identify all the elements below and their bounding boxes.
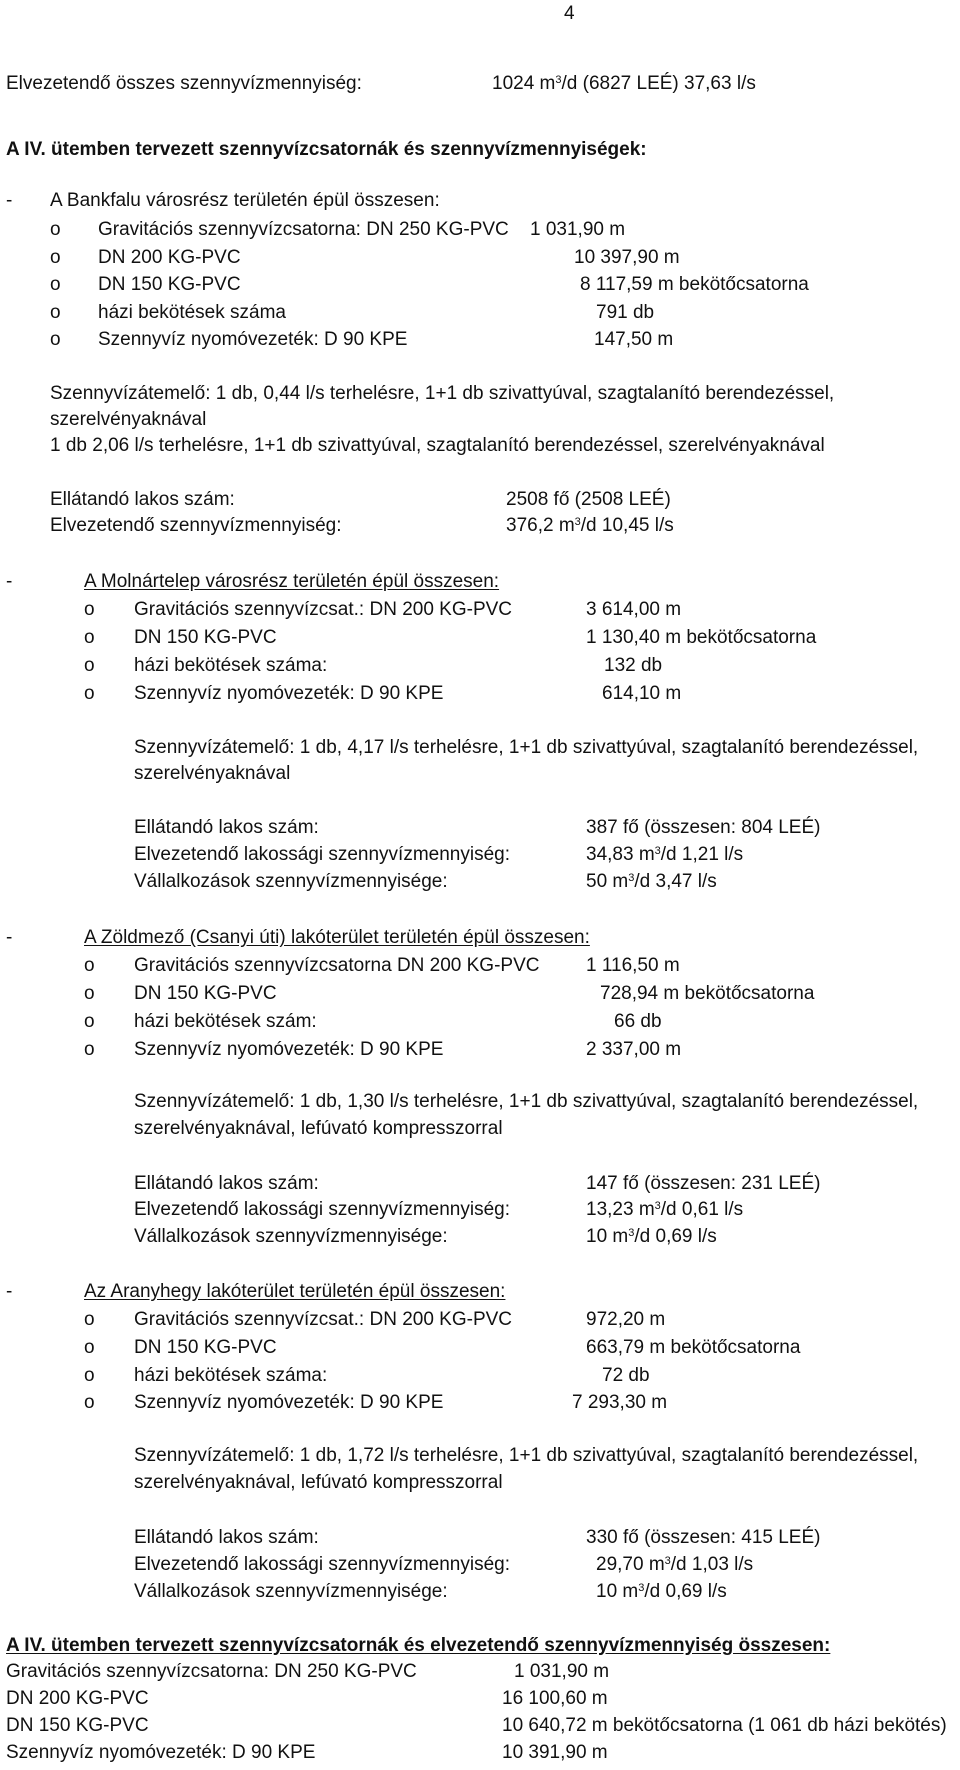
item-value: 132 db xyxy=(604,655,663,676)
stat-value: 50 $m^3/d$ 3,47 l/s xyxy=(586,871,717,892)
item-value: 147,50 m xyxy=(594,329,674,350)
summary-label: Szennyvíz nyomóvezeték: D 90 KPE xyxy=(6,1742,316,1763)
summary-value: 10 391,90 m xyxy=(502,1742,608,1763)
stat-label: Ellátandó lakos szám: xyxy=(134,1173,319,1194)
pump-line: 1 db 2,06 l/s terhelésre, 1+1 db szivattyúval, szagtalanító berendezéssel, szerelvényaknával xyxy=(50,435,825,456)
item-value: 66 db xyxy=(614,1011,662,1032)
item-label: házi bekötések száma: xyxy=(134,655,328,676)
item-value: 3 614,00 m xyxy=(586,599,682,620)
section-dash: - xyxy=(6,190,13,211)
section-heading: A Molnártelep városrész területén épül összesen: xyxy=(84,571,500,592)
stat-value: 147 fő (összesen: 231 LEÉ) xyxy=(586,1173,821,1194)
item-label: Gravitációs szennyvízcsatorna DN 200 KG-PVC xyxy=(134,955,540,976)
stat-label: Ellátandó lakos szám: xyxy=(50,489,235,510)
item-label: Gravitációs szennyvízcsat.: DN 200 KG-PVC xyxy=(134,599,513,620)
pump-line: Szennyvízátemelő: 1 db, 1,72 l/s terhelésre, 1+1 db szivattyúval, szagtalanító berendezéssel, xyxy=(134,1445,919,1466)
pump-line: szerelvényaknával xyxy=(134,763,291,784)
pump-line: szerelvényaknával xyxy=(50,409,207,430)
item-label: házi bekötések száma xyxy=(98,302,286,323)
bullet-marker: o xyxy=(84,683,95,704)
bullet-marker: o xyxy=(84,1011,95,1032)
pump-line: szerelvényaknával, lefúvató kompresszorral xyxy=(134,1472,503,1493)
stat-value: 330 fő (összesen: 415 LEÉ) xyxy=(586,1527,821,1548)
bullet-marker: o xyxy=(50,247,61,268)
item-label: házi bekötések száma: xyxy=(134,1365,328,1386)
item-value: 663,79 m bekötőcsatorna xyxy=(586,1337,801,1358)
item-value: 7 293,30 m xyxy=(572,1392,668,1413)
item-value: 72 db xyxy=(602,1365,650,1386)
summary-label: DN 150 KG-PVC xyxy=(6,1715,149,1736)
section-dash: - xyxy=(6,571,13,592)
item-label: Szennyvíz nyomóvezeték: D 90 KPE xyxy=(134,1039,444,1060)
page-number: 4 xyxy=(564,3,575,24)
summary-value: 10 640,72 m bekötőcsatorna (1 061 db házi bekötés) xyxy=(502,1715,947,1736)
item-label: házi bekötések szám: xyxy=(134,1011,317,1032)
section-heading: A Zöldmező (Csanyi úti) lakóterület területén épül összesen: xyxy=(84,927,590,948)
item-value: 972,20 m xyxy=(586,1309,666,1330)
stat-label: Ellátandó lakos szám: xyxy=(134,817,319,838)
stat-value: 10 $m^3/d$ 0,69 l/s xyxy=(596,1581,727,1602)
bullet-marker: o xyxy=(50,219,61,240)
item-label: Gravitációs szennyvízcsat.: DN 200 KG-PVC xyxy=(134,1309,513,1330)
summary-label: Gravitációs szennyvízcsatorna: DN 250 KG-PVC xyxy=(6,1661,417,1682)
stat-value: 376,2 $m^3/d$ 10,45 l/s xyxy=(506,515,674,536)
bullet-marker: o xyxy=(50,274,61,295)
bullet-marker: o xyxy=(84,1365,95,1386)
stage-heading: A IV. ütemben tervezett szennyvízcsatornák és szennyvízmennyiségek: xyxy=(6,139,647,160)
item-value: 1 031,90 m xyxy=(530,219,626,240)
bullet-marker: o xyxy=(84,955,95,976)
item-label: DN 150 KG-PVC xyxy=(98,274,241,295)
pump-line: Szennyvízátemelő: 1 db, 4,17 l/s terhelésre, 1+1 db szivattyúval, szagtalanító berendezéssel, xyxy=(134,737,919,758)
item-value: 2 337,00 m xyxy=(586,1039,682,1060)
section-heading: A Bankfalu városrész területén épül összesen: xyxy=(50,190,440,211)
summary-label: DN 200 KG-PVC xyxy=(6,1688,149,1709)
item-label: DN 150 KG-PVC xyxy=(134,983,277,1004)
item-label: DN 200 KG-PVC xyxy=(98,247,241,268)
pump-line: szerelvényaknával, lefúvató kompresszorral xyxy=(134,1118,503,1139)
bullet-marker: o xyxy=(50,302,61,323)
stat-value: 34,83 $m^3/d$ 1,21 l/s xyxy=(586,844,744,865)
stat-value: 387 fő (összesen: 804 LEÉ) xyxy=(586,817,821,838)
total-value: 1024 $m^3/d$ (6827 LEÉ) 37,63 l/s xyxy=(492,73,756,94)
summary-value: 16 100,60 m xyxy=(502,1688,608,1709)
pump-line: Szennyvízátemelő: 1 db, 0,44 l/s terhelésre, 1+1 db szivattyúval, szagtalanító berendezéssel, xyxy=(50,383,835,404)
stat-value: 2508 fő (2508 LEÉ) xyxy=(506,489,671,510)
item-label: Szennyvíz nyomóvezeték: D 90 KPE xyxy=(98,329,408,350)
item-value: 8 117,59 m bekötőcsatorna xyxy=(580,274,809,295)
item-value: 1 130,40 m bekötőcsatorna xyxy=(586,627,817,648)
bullet-marker: o xyxy=(50,329,61,350)
item-label: Gravitációs szennyvízcsatorna: DN 250 KG-PVC xyxy=(98,219,509,240)
item-value: 728,94 m bekötőcsatorna xyxy=(600,983,815,1004)
stat-label: Vállalkozások szennyvízmennyisége: xyxy=(134,1226,448,1247)
item-label: DN 150 KG-PVC xyxy=(134,1337,277,1358)
stat-value: 13,23 $m^3/d$ 0,61 l/s xyxy=(586,1199,744,1220)
bullet-marker: o xyxy=(84,1337,95,1358)
item-value: 791 db xyxy=(596,302,655,323)
stat-label: Ellátandó lakos szám: xyxy=(134,1527,319,1548)
item-label: Szennyvíz nyomóvezeték: D 90 KPE xyxy=(134,1392,444,1413)
bullet-marker: o xyxy=(84,1039,95,1060)
bullet-marker: o xyxy=(84,627,95,648)
total-label: Elvezetendő összes szennyvízmennyiség: xyxy=(6,73,362,94)
section-heading: Az Aranyhegy lakóterület területén épül összesen: xyxy=(84,1281,506,1302)
item-value: 1 116,50 m xyxy=(586,955,680,976)
bullet-marker: o xyxy=(84,983,95,1004)
item-value: 614,10 m xyxy=(602,683,682,704)
stat-label: Elvezetendő lakossági szennyvízmennyiség: xyxy=(134,1199,510,1220)
item-value: 10 397,90 m xyxy=(574,247,680,268)
section-dash: - xyxy=(6,1281,13,1302)
summary-value: 1 031,90 m xyxy=(514,1661,610,1682)
stat-label: Elvezetendő lakossági szennyvízmennyiség: xyxy=(134,1554,510,1575)
stat-label: Vállalkozások szennyvízmennyisége: xyxy=(134,871,448,892)
section-dash: - xyxy=(6,927,13,948)
bullet-marker: o xyxy=(84,599,95,620)
stat-value: 29,70 $m^3/d$ 1,03 l/s xyxy=(596,1554,754,1575)
item-label: DN 150 KG-PVC xyxy=(134,627,277,648)
stat-label: Elvezetendő lakossági szennyvízmennyiség: xyxy=(134,844,510,865)
pump-line: Szennyvízátemelő: 1 db, 1,30 l/s terhelésre, 1+1 db szivattyúval, szagtalanító berendezéssel, xyxy=(134,1091,919,1112)
stat-value: 10 $m^3/d$ 0,69 l/s xyxy=(586,1226,717,1247)
stat-label: Vállalkozások szennyvízmennyisége: xyxy=(134,1581,448,1602)
bullet-marker: o xyxy=(84,1392,95,1413)
summary-heading: A IV. ütemben tervezett szennyvízcsatornák és elvezetendő szennyvízmennyiség összesen: xyxy=(6,1635,831,1656)
bullet-marker: o xyxy=(84,1309,95,1330)
item-label: Szennyvíz nyomóvezeték: D 90 KPE xyxy=(134,683,444,704)
stat-label: Elvezetendő szennyvízmennyiség: xyxy=(50,515,342,536)
bullet-marker: o xyxy=(84,655,95,676)
